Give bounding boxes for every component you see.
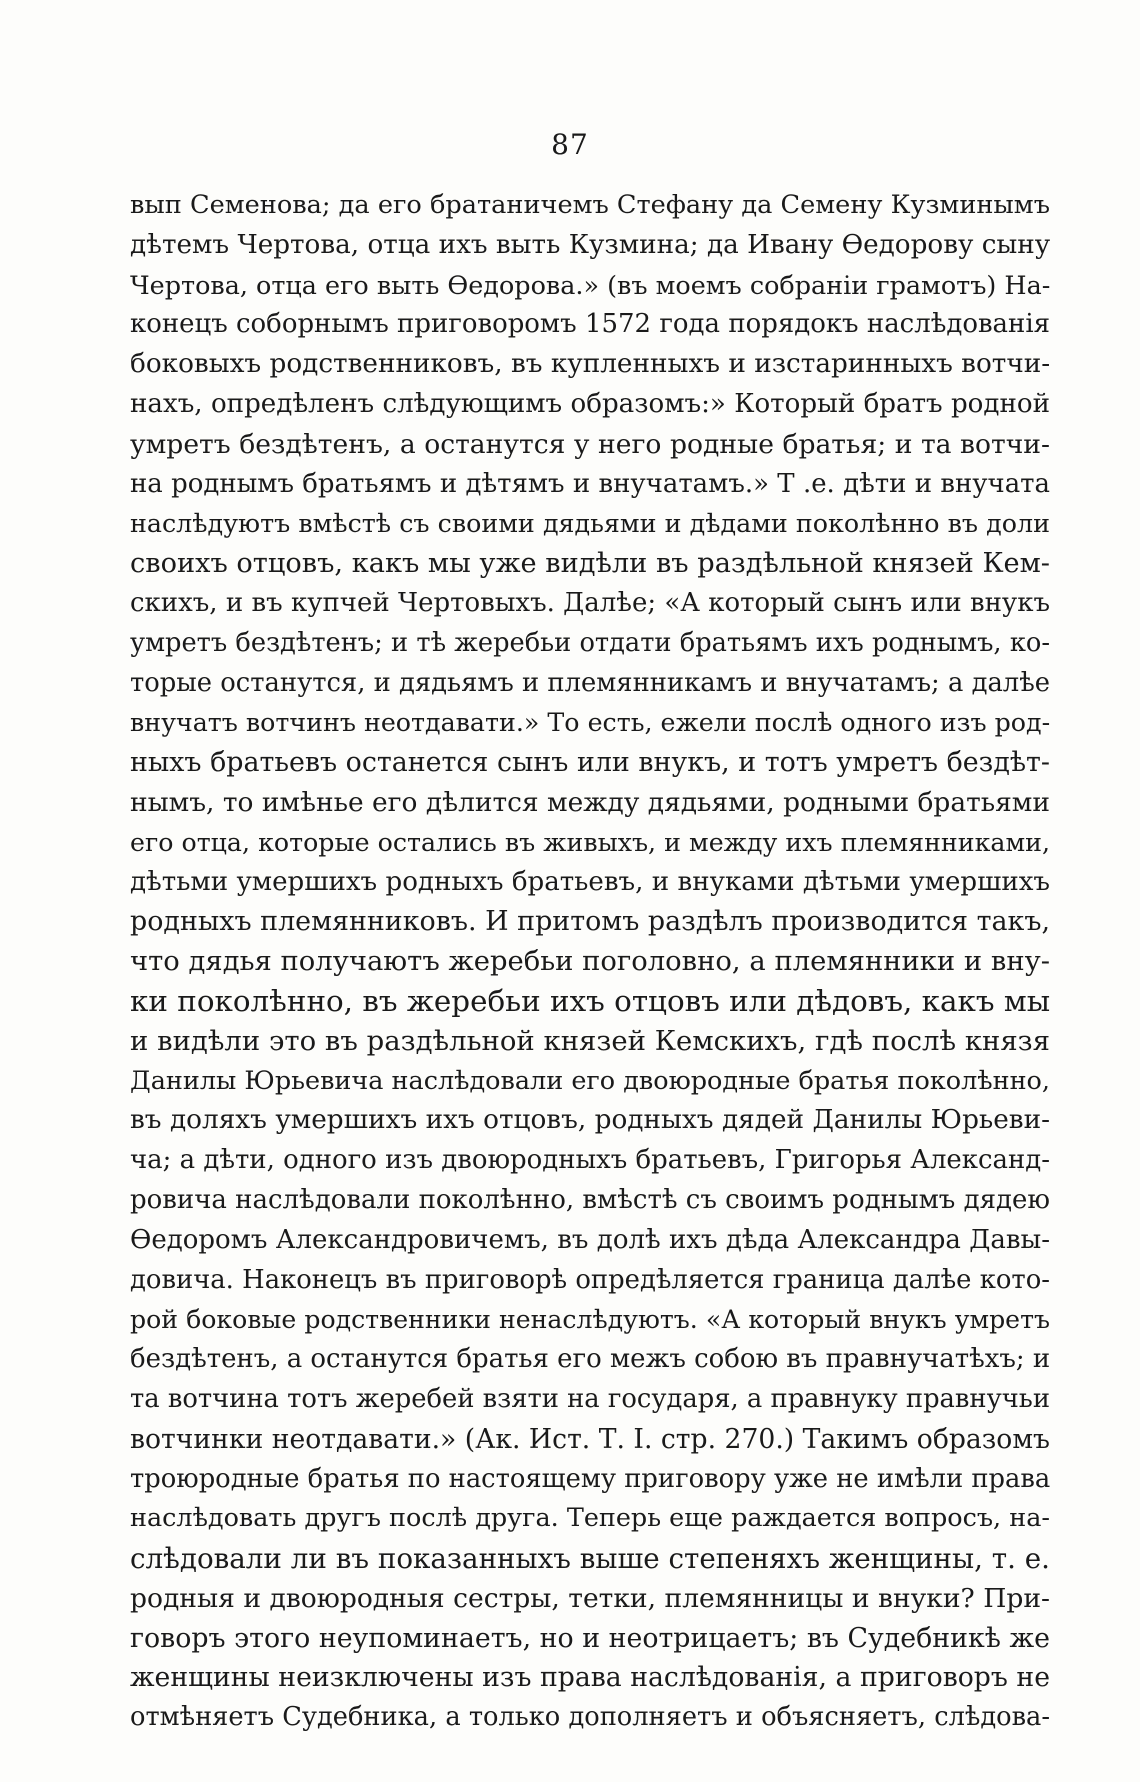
text-line: и видѣли это въ раздѣльной князей Кемскихъ, гдѣ послѣ князя <box>130 1024 1050 1057</box>
text-line: слѣдовали ли въ показанныхъ выше степеняхъ женщины, т. е. <box>130 1542 1050 1576</box>
text-line: Ѳедоромъ Александровичемъ, въ долѣ ихъ дѣда Александра Давы- <box>130 1224 1050 1255</box>
text-line: скихъ, и въ купчей Чертовыхъ. Далѣе; «А который сынъ или внукъ <box>130 587 1050 618</box>
text-line: та вотчина тотъ жеребей взяти на государя, а правнуку правнучьи <box>130 1383 1050 1414</box>
text-line: женщины неизключены изъ права наслѣдованія, а приговоръ не <box>130 1662 1050 1694</box>
text-line: дѣтьми умершихъ родныхъ братьевъ, и внуками дѣтьми умершихъ <box>130 866 1050 897</box>
text-line: на роднымъ братьямъ и дѣтямъ и внучатамъ.» Т .е. дѣти и внучата <box>130 468 1050 499</box>
text-line: умретъ бездѣтенъ, а останутся у него родные братья; и та вотчи- <box>130 428 1050 460</box>
text-line: умретъ бездѣтенъ; и тѣ жеребьи отдати братьямъ ихъ роднымъ, ко- <box>130 627 1050 658</box>
text-line: довича. Наконецъ въ приговорѣ опредѣляется граница далѣе кото- <box>130 1264 1050 1295</box>
body-text <box>130 186 1050 1738</box>
text-line: бездѣтенъ, а останутся братья его межъ собою въ правнучатѣхъ; и <box>130 1344 1051 1375</box>
text-line: торые останутся, и дядьямъ и племянникамъ и внучатамъ; а далѣе <box>130 667 1050 698</box>
text-line: въ доляхъ умершихъ ихъ отцовъ, родныхъ дядей Данилы Юрьеви- <box>130 1105 1050 1136</box>
text-line: ныхъ братьевъ останется сынъ или внукъ, и тотъ умретъ бездѣт- <box>130 747 1050 779</box>
text-line: наслѣдовать другъ послѣ друга. Теперь еще раждается вопросъ, на- <box>130 1503 1050 1534</box>
text-line: Чертова, отца его выть Ѳедорова.» (въ моемъ собраніи грамотъ) На- <box>130 269 1051 300</box>
text-line: ровича наслѣдовали поколѣнно, вмѣстѣ съ своимъ роднымъ дядею <box>130 1184 1050 1215</box>
text-line: родныхъ племянниковъ. И притомъ раздѣлъ производится такъ, <box>130 906 1050 938</box>
text-line: вып Семенова; да его братаничемъ Стефану да Семену Кузминымъ <box>130 190 1050 220</box>
text-line: ча; а дѣти, одного изъ двоюродныхъ братьевъ, Григорья Александ- <box>130 1145 1050 1176</box>
text-line: рой боковые родственники ненаслѣдуютъ. «А который внукъ умретъ <box>130 1305 1050 1335</box>
text-line: своихъ отцовъ, какъ мы уже видѣли въ раздѣльной князей Кем- <box>130 548 1050 580</box>
text-line: отмѣняетъ Судебника, а только дополняетъ и объясняетъ, слѣдова- <box>130 1702 1050 1733</box>
text-line: его отца, которые остались въ живыхъ, и между ихъ племянниками, <box>130 827 1050 857</box>
text-line: троюродные братья по настоящему приговору уже не имѣли права <box>130 1463 1051 1494</box>
text-line: родныя и двоюродныя сестры, тетки, племянницы и внуки? При- <box>130 1582 1050 1614</box>
text-line: говоръ этого неупоминаетъ, но и неотрицаетъ; въ Судебникѣ же <box>130 1622 1050 1654</box>
text-line: наслѣдуютъ вмѣстѣ съ своими дядьями и дѣдами поколѣнно въ доли <box>130 508 1050 539</box>
text-line: Данилы Юрьевича наслѣдовали его двоюродные братья поколѣнно, <box>130 1065 1050 1096</box>
text-line: нымъ, то имѣнье его дѣлится между дядьями, родными братьями <box>130 786 1050 818</box>
text-line: внучатъ вотчинъ неотдавати.» То есть, ежели послѣ одного изъ род- <box>130 708 1051 738</box>
text-line: боковыхъ родственниковъ, въ купленныхъ и изстаринныхъ вотчи- <box>130 349 1051 380</box>
text-line: что дядья получаютъ жеребьи поголовно, а племянники и вну- <box>130 946 1050 978</box>
text-line: конецъ соборнымъ приговоромъ 1572 года порядокъ наслѣдованія <box>130 309 1050 340</box>
text-line: ки поколѣнно, въ жеребьи ихъ отцовъ или дѣдовъ, какъ мы <box>130 983 1051 1018</box>
page-number: 87 <box>551 128 589 161</box>
text-line: дѣтемъ Чертова, отца ихъ выть Кузмина; да Ивану Ѳедорову сыну <box>130 229 1051 260</box>
text-line: вотчинки неотдавати.» (Ак. Ист. Т. I. стр. 270.) Такимъ образомъ <box>130 1423 1050 1455</box>
text-line: нахъ, опредѣленъ слѣдующимъ образомъ:» Который братъ родной <box>130 388 1050 419</box>
